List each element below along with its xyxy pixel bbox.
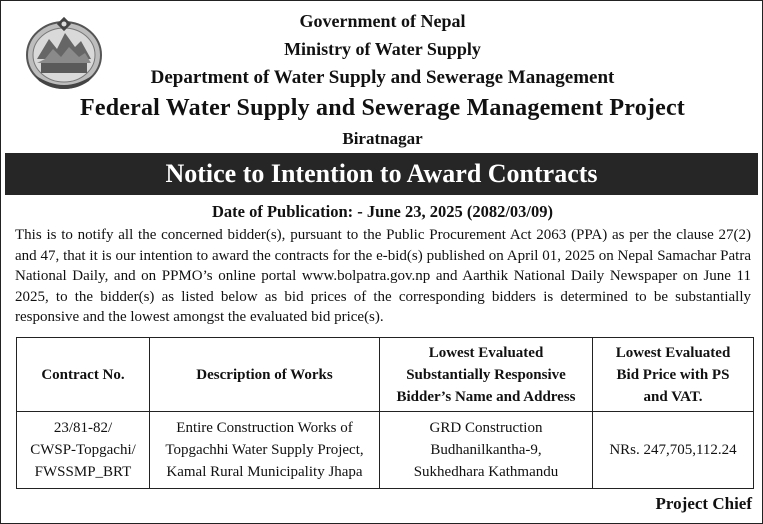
ministry-title: Ministry of Water Supply: [284, 39, 481, 59]
header-bidder: Lowest Evaluated Substantially Responsive Bidder’s Name and Address: [380, 338, 593, 412]
cell-bidder: GRD Construction Budhanilkantha-9, Sukhedhara Kathmandu: [380, 412, 593, 489]
header-bid-price: Lowest Evaluated Bid Price with PS and VAT.: [593, 338, 754, 412]
signature: Project Chief: [655, 494, 752, 513]
notice-body: This is to notify all the concerned bidder(s), pursuant to the Public Procurement Act 2063 (PPA) as per the clause 27(2) and 47, that it is our intention to award the contracts for the e-bid(s) published on April 01, 2025 on Nepal Samachar Patra National Daily, and on PPMO’s online portal www.bolpatra.gov.np and Aarthik National Daily Newspaper on June 11 2025, to the bidder(s) as listed below as bid prices of the corresponding bidders is determined to be substantially responsive and the lowest amongst the evaluated bid price(s).: [15, 227, 751, 326]
contract-award-table: [16, 337, 754, 489]
table-row: [17, 412, 754, 489]
project-title: Federal Water Supply and Sewerage Management Project: [80, 95, 685, 121]
publication-date: Date of Publication: - June 23, 2025 (2082/03/09): [212, 202, 553, 221]
department-title: Department of Water Supply and Sewerage Management: [150, 67, 615, 88]
header-description: Description of Works: [150, 338, 380, 412]
location-title: Biratnagar: [342, 129, 423, 148]
cell-bid-price: NRs. 247,705,112.24: [593, 412, 754, 489]
notice-title-banner: Notice to Intention to Award Contracts: [5, 153, 758, 195]
cell-contract-no: 23/81-82/ CWSP-Topgachi/ FWSSMP_BRT: [17, 412, 150, 489]
cell-description: Entire Construction Works of Topgachhi Water Supply Project, Kamal Rural Municipality Jhapa: [150, 412, 380, 489]
header-contract-no: Contract No.: [17, 338, 150, 412]
table-header-row: [17, 338, 754, 412]
government-title: Government of Nepal: [299, 11, 466, 31]
